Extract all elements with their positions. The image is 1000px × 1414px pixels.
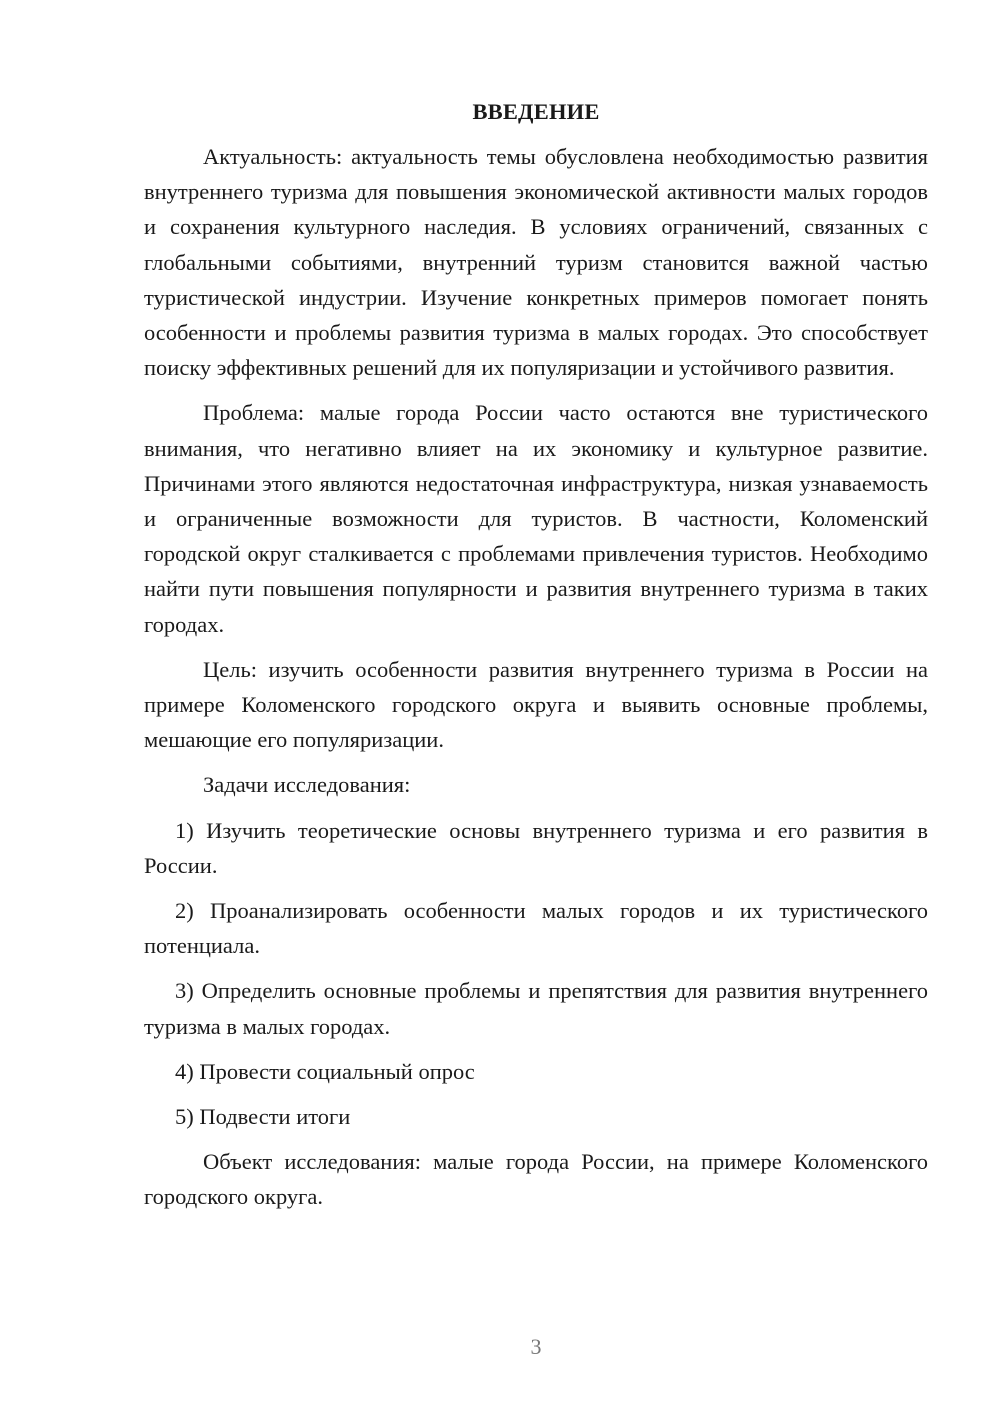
tasks-heading: Задачи исследования: <box>203 772 411 798</box>
task-item: 1) Изучить теоретические основы внутреннего туризма и его развития в России. <box>144 817 928 878</box>
task-item: 4) Провести социальный опрос <box>175 1058 475 1084</box>
task-item: 2) Проанализировать особенности малых городов и их туристического потенциала. <box>144 898 928 959</box>
page-number: 3 <box>530 1334 542 1359</box>
paragraph-relevance: Актуальность: актуальность темы обусловлена необходимостью развития внутреннего туризма для повышения экономической активности малых городов и сохранения культурного наследия. В условиях ограничений, связанных с глобальными событиями, внутренний туризм становится важной частью туристической индустрии. Изучение конкретных примеров помогает понять особенности и проблемы развития туризма в малых городах. Это способствует поиску эффективных решений для их популяризации и устойчивого развития. <box>144 144 928 381</box>
paragraph-problem: Проблема: малые города России часто остаются вне туристического внимания, что негативно влияет на их экономику и культурное развитие. Причинами этого являются недостаточная инфраструктура, низкая узнаваемость и ограниченные возможности для туристов. В частности, Коломенский городской округ сталкивается с проблемами привлечения туристов. Необходимо найти пути повышения популярности и развития внутреннего туризма в таких городах. <box>144 400 928 637</box>
section-heading: ВВЕДЕНИЕ <box>472 99 600 124</box>
page-content <box>144 94 928 1215</box>
task-item: 3) Определить основные проблемы и препятствия для развития внутреннего туризма в малых городах. <box>144 978 928 1039</box>
paragraph-object: Объект исследования: малые города России, на примере Коломенского городского округа. <box>144 1149 928 1210</box>
paragraph-goal: Цель: изучить особенности развития внутреннего туризма в России на примере Коломенского городского округа и выявить основные проблемы, мешающие его популяризации. <box>144 656 928 753</box>
task-item: 5) Подвести итоги <box>175 1104 351 1130</box>
